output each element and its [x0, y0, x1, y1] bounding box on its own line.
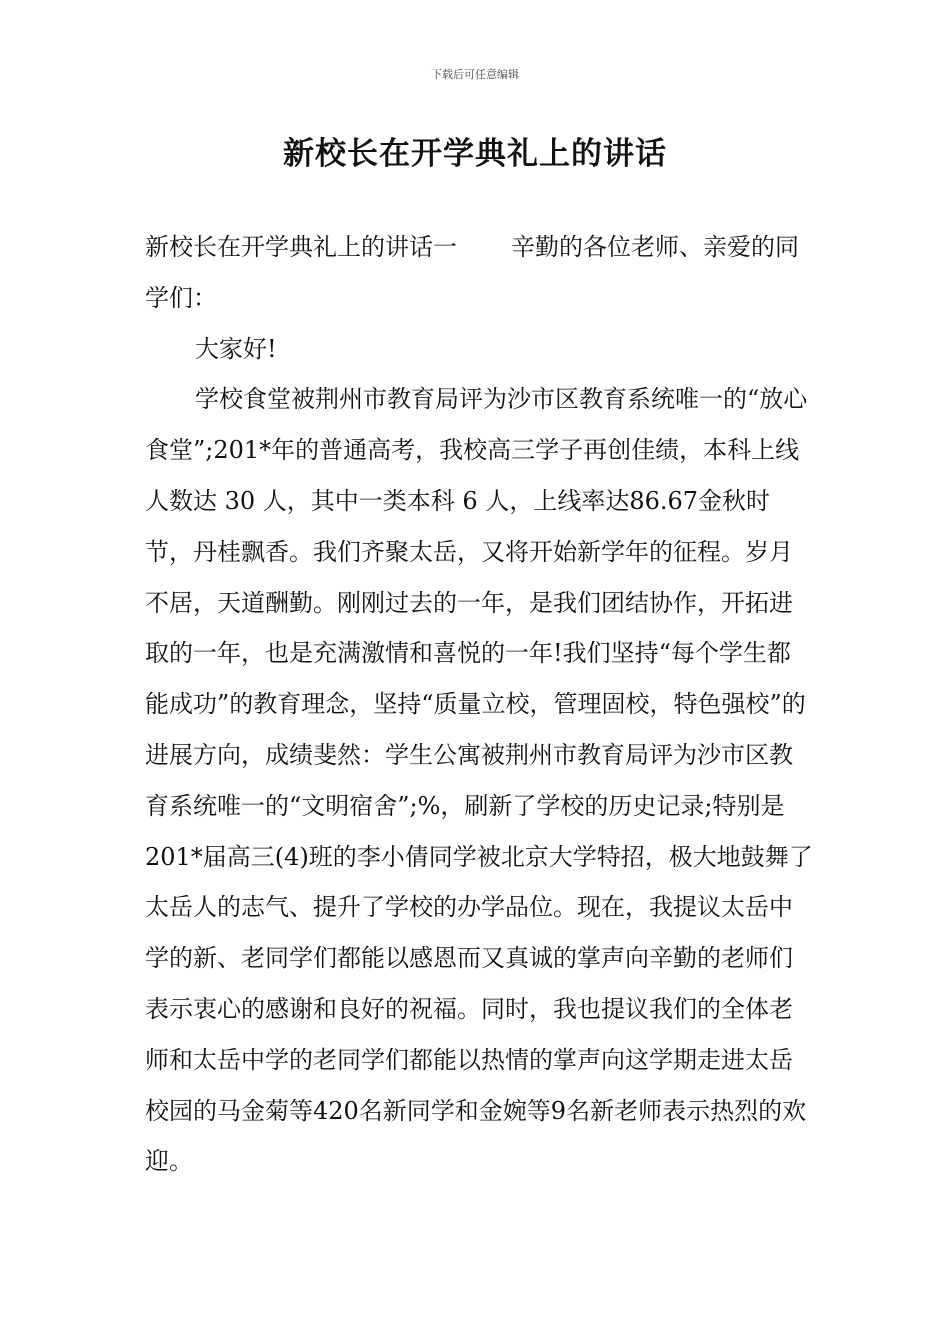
document-body [145, 222, 813, 1187]
intro-salutation: 辛勤的各位老师、亲爱的同学们： [145, 233, 799, 312]
document-title: 新校长在开学典礼上的讲话 [283, 136, 667, 172]
intro-paragraph [145, 222, 813, 324]
main-paragraph: 学校食堂被荆州市教育局评为沙市区教育系统唯一的“放心食堂”;201*年的普通高考，我校高三学子再创佳绩，本科上线人数达 30 人，其中一类本科 6 人，上线率达86.67金秋时节，丹桂飘香。我们齐聚太岳，又将开始新学年的征程。岁月不居，天道酬勤。刚刚过去的一年，是我们团结协作，开拓进取的一年，也是充满激情和喜悦的一年!我们坚持“每个学生都能成功”的教育理念，坚持“质量立校，管理固校，特色强校”的进展方向，成绩斐然：学生公寓被荆州市教育局评为沙市区教育系统唯一的“文明宿舍”;%，刷新了学校的历史记录;特别是201*届高三(4)班的李小倩同学被北京大学特招，极大地鼓舞了太岳人的志气、提升了学校的办学品位。现在，我提议太岳中学的新、老同学们都能以感恩而又真诚的掌声向辛勤的老师们表示衷心的感谢和良好的祝福。同时，我也提议我们的全体老师和太岳中学的老同学们都能以热情的掌声向这学期走进太岳校园的马金菊等420名新同学和金婉等9名新老师表示热烈的欢迎。 [145, 385, 813, 1176]
header-note: 下载后可任意编辑 [431, 68, 519, 81]
intro-heading: 新校长在开学典礼上的讲话一 [145, 233, 457, 261]
greeting-paragraph: 大家好! [195, 334, 277, 363]
